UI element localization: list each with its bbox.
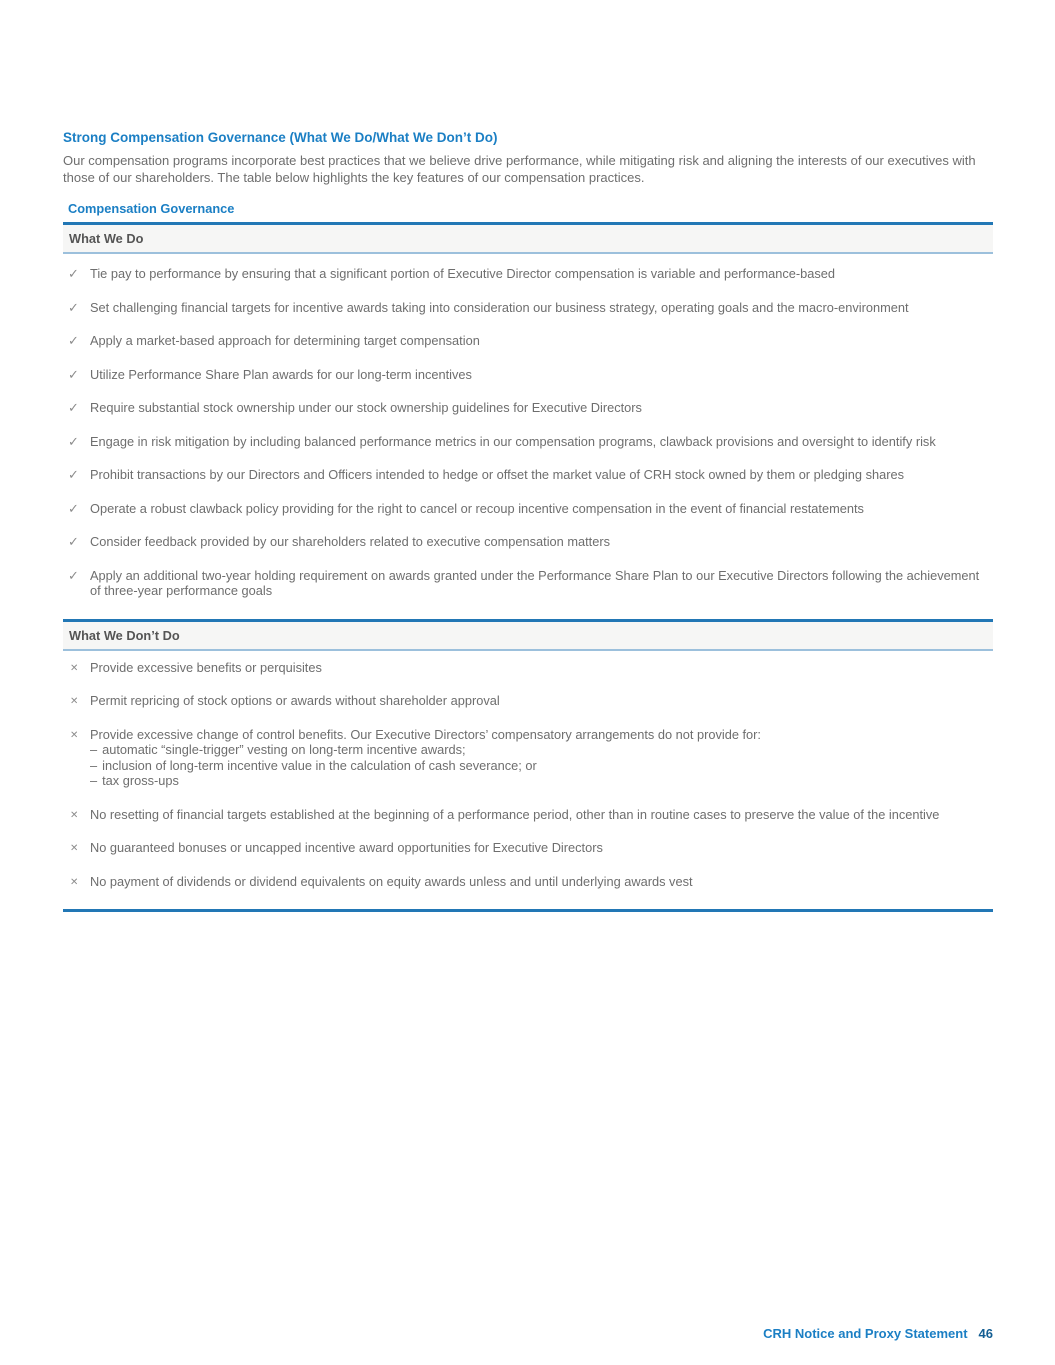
footer-label: CRH Notice and Proxy Statement [763,1326,968,1341]
sub-item-text: automatic “single-trigger” vesting on long-term incentive awards; [102,742,466,757]
do-item [63,467,993,483]
dont-item [63,727,993,789]
check-icon: ✓ [68,433,79,449]
dash-icon: – [90,773,98,788]
compensation-governance-table [63,222,993,912]
dont-item-text: Permit repricing of stock options or awards without shareholder approval [90,693,500,708]
do-item-text: Set challenging financial targets for incentive awards taking into consideration our business strategy, operating goals and the macro-environment [90,299,909,315]
dont-item-text: Provide excessive benefits or perquisites [90,659,322,675]
do-item-text: Require substantial stock ownership under our stock ownership guidelines for Executive Directors [90,400,642,415]
dont-item-text: Provide excessive change of control benefits. Our Executive Directors’ compensatory arrangements do not provide for: [90,726,761,742]
sub-item-text: tax gross-ups [102,773,179,788]
what-we-dont-do-header: What We Don’t Do [63,619,993,651]
what-we-do-list [63,254,993,619]
do-item [63,400,993,416]
check-icon: ✓ [68,366,79,382]
do-item-text: Apply an additional two-year holding requirement on awards granted under the Performance Share Plan to our Executive Directors following the achievement of three-year performance goals [90,567,980,598]
do-item-text: Tie pay to performance by ensuring that a significant portion of Executive Director compensation is variable and performance-based [90,266,835,281]
dash-icon: – [90,757,98,773]
dont-item [63,693,993,709]
dash-icon: – [90,742,98,757]
dont-item [63,874,993,890]
footer-page-number: 46 [978,1326,993,1341]
do-item [63,568,993,599]
check-icon: ✓ [68,534,79,549]
do-item [63,534,993,550]
cross-icon: ✕ [70,662,79,674]
do-item [63,367,993,383]
cross-icon: ✕ [70,809,79,821]
dont-item-text: No resetting of financial targets established at the beginning of a performance period, other than in routine cases to preserve the value of the incentive [90,806,940,822]
do-item [63,434,993,450]
do-item [63,333,993,349]
do-item-text: Apply a market-based approach for determining target compensation [90,333,480,348]
dont-item-body [90,727,993,789]
intro-paragraph: Our compensation programs incorporate best practices that we believe drive performance, while mitigating risk and aligning the interests of our executives with those of our shareholders. The table below highlights the key features of our compensation practices. [63,153,976,185]
check-icon: ✓ [68,467,79,482]
do-item [63,501,993,517]
dont-item [63,807,993,823]
do-item-text: Prohibit transactions by our Directors and Officers intended to hedge or offset the market value of CRH stock owned by them or pledging shares [90,467,904,482]
do-item-text: Operate a robust clawback policy providing for the right to cancel or recoup incentive compensation in the event of financial restatements [90,500,864,516]
do-item [63,300,993,316]
do-item [63,266,993,282]
cross-icon: ✕ [70,876,79,888]
sub-item [90,773,993,789]
check-icon: ✓ [68,400,79,415]
page-content [63,130,993,912]
cross-icon: ✕ [70,843,79,854]
do-item-text: Consider feedback provided by our shareholders related to executive compensation matters [90,534,610,549]
check-icon: ✓ [68,500,79,516]
dont-item-text: No guaranteed bonuses or uncapped incentive award opportunities for Executive Directors [90,840,603,855]
check-icon: ✓ [68,567,79,583]
dont-item-text: No payment of dividends or dividend equivalents on equity awards unless and until underlying awards vest [90,873,693,889]
sub-item [90,742,993,758]
do-item-text: Utilize Performance Share Plan awards for our long-term incentives [90,366,472,382]
check-icon: ✓ [68,333,79,348]
sub-item-text: inclusion of long-term incentive value in the calculation of cash severance; or [102,757,537,773]
cross-icon: ✕ [70,696,79,707]
table-title: Compensation Governance [68,201,235,216]
cross-icon: ✕ [70,729,79,741]
check-icon: ✓ [68,266,79,281]
dont-item [63,840,993,856]
sub-item [90,758,993,774]
page-title: Strong Compensation Governance (What We Do/What We Don’t Do) [63,130,498,145]
page-footer [763,1326,993,1341]
do-item-text: Engage in risk mitigation by including balanced performance metrics in our compensation programs, clawback provisions and oversight to identify risk [90,433,936,449]
what-we-dont-do-list [63,651,993,913]
dont-item [63,660,993,676]
check-icon: ✓ [68,299,79,315]
what-we-do-header: What We Do [63,222,993,254]
